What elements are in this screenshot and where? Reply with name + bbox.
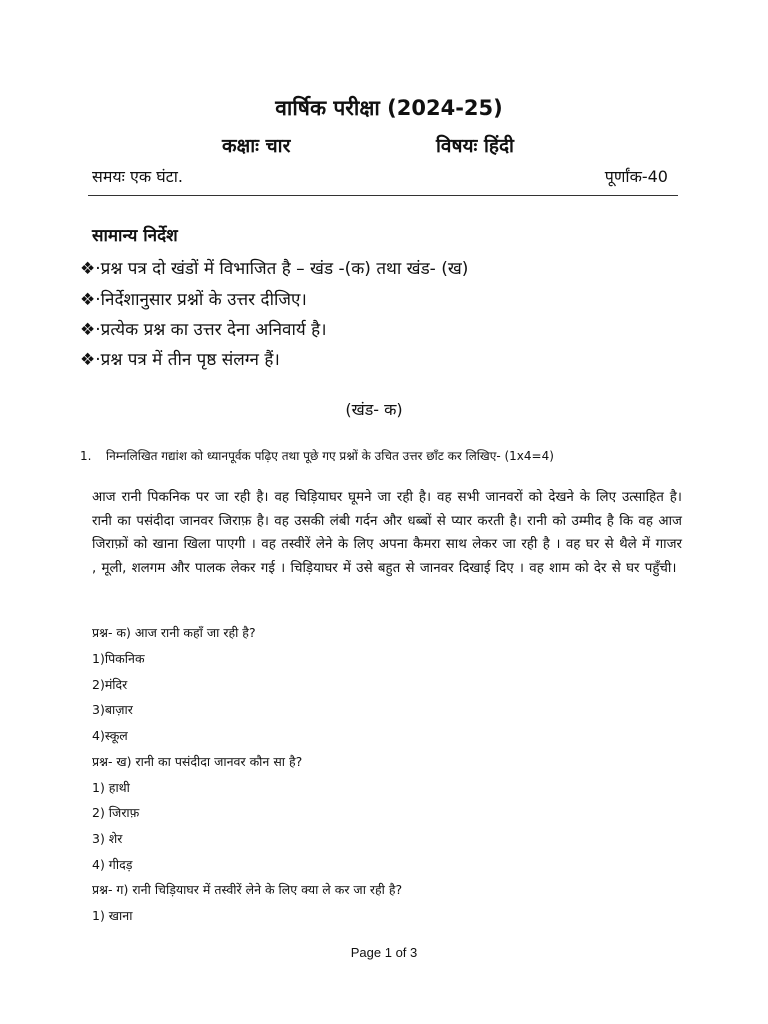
instructions-heading: सामान्य निर्देश (92, 226, 178, 246)
question-1 (80, 447, 554, 464)
option: 1) हाथी (92, 780, 130, 795)
section-title: (खंड- क) (345, 400, 403, 419)
option: 2)मंदिर (92, 677, 128, 692)
subquestion-b: प्रश्न- ख) रानी का पसंदीदा जानवर कौन सा है? (92, 754, 303, 769)
option: 3) शेर (92, 831, 123, 846)
question-number: 1. (80, 449, 92, 463)
option: 4) गीदड़ (92, 857, 133, 872)
option: 1)पिकनिक (92, 651, 145, 666)
header-divider (88, 195, 678, 196)
question-text: निम्नलिखित गद्यांश को ध्यानपूर्वक पढ़िए तथा पूछे गए प्रश्नों के उचित उत्तर छाँट कर लिखिए- (1x4=4) (106, 449, 554, 463)
passage-text: आज रानी पिकनिक पर जा रही है। वह चिड़ियाघर घूमने जा रही है। वह सभी जानवरों को देखने के लिए उत्साहित है। रानी का पसंदीदा जानवर जिराफ़ है। वह उसकी लंबी गर्दन और धब्बों से प्यार करती है। रानी को उम्मीद है कि वह आज जिराफ़ों को खाना खिला पाएगी । वह तस्वीरें लेने के लिए अपना कैमरा साथ लेकर जा रही है । वह घर से थैले में गाजर , मूली, शलगम और पालक लेकर गई । चिड़ियाघर में उसे बहुत से जानवर दिखाई दिए । वह शाम को देर से घर पहुँची। (92, 490, 682, 576)
page-number: Page 1 of 3 (350, 945, 418, 960)
option: 4)स्कूल (92, 728, 128, 743)
instruction-item: ❖·प्रश्न पत्र में तीन पृष्ठ संलग्न हैं। (80, 350, 280, 370)
subquestion-a: प्रश्न- क) आज रानी कहाँ जा रही है? (92, 625, 256, 640)
class-label: कक्षाः चार (222, 135, 291, 157)
exam-title: वार्षिक परीक्षा (2024-25) (275, 96, 503, 120)
option: 3)बाज़ार (92, 702, 133, 717)
option: 2) जिराफ़ (92, 805, 140, 820)
instruction-item: ❖·प्रश्न पत्र दो खंडों में विभाजित है – खंड -(क) तथा खंड- (ख) (80, 259, 469, 279)
time-label: समयः एक घंटा. (92, 167, 183, 186)
subject-label: विषयः हिंदी (436, 135, 514, 157)
instruction-item: ❖·निर्देशानुसार प्रश्नों के उत्तर दीजिए। (80, 290, 307, 310)
subquestion-c: प्रश्न- ग) रानी चिड़ियाघर में तस्वीरें लेने के लिए क्या ले कर जा रही है? (92, 882, 403, 897)
instruction-item: ❖·प्रत्येक प्रश्न का उत्तर देना अनिवार्य है। (80, 320, 327, 340)
option: 1) खाना (92, 908, 133, 923)
max-marks-label: पूर्णांक-40 (604, 167, 668, 186)
